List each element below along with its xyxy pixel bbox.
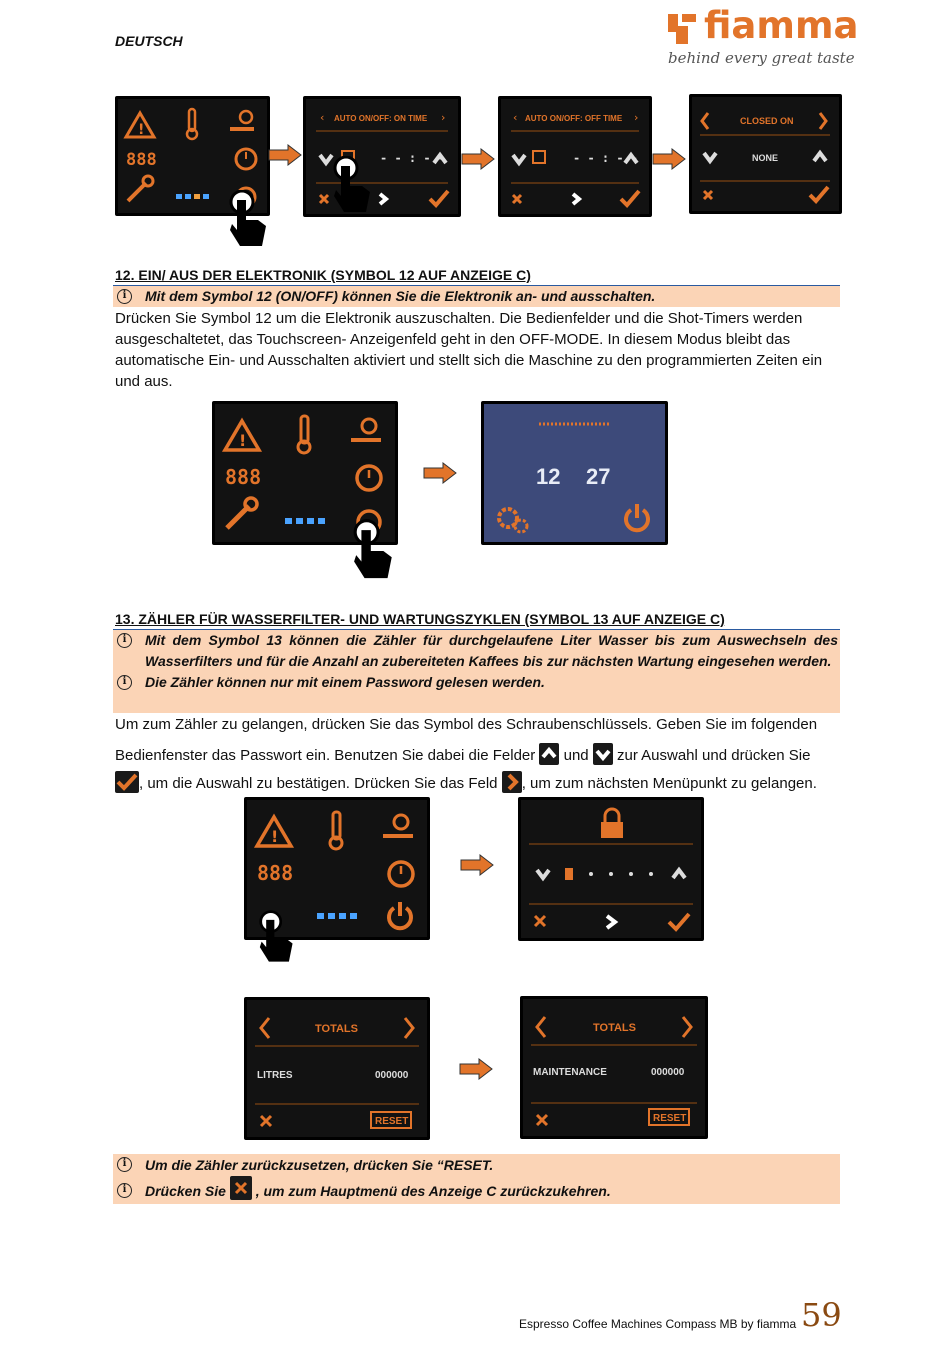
- info-icon: i: [117, 289, 132, 304]
- arrow-right-icon: [268, 144, 302, 166]
- totals-maintenance-screen: [520, 996, 708, 1139]
- body-text: und: [563, 747, 589, 764]
- info-text: Die Zähler können nur mit einem Password gelesen werden.: [145, 674, 545, 690]
- info-box-reset: [113, 1154, 840, 1204]
- info-icon: i: [117, 1157, 132, 1172]
- info-text: , um zum Hauptmenü des Anzeige C zurückzukehren.: [255, 1183, 611, 1199]
- arrow-right-icon: [460, 854, 494, 876]
- section-12-heading: 12. EIN/ AUS DER ELEKTRONIK (SYMBOL 12 AUF ANZEIGE C): [115, 267, 531, 283]
- time-value: - - : - -: [573, 151, 639, 165]
- section-13-body: [115, 714, 850, 798]
- section-12-body: Drücken Sie Symbol 12 um die Elektronik auszuschalten. Die Bedienfelder und die Shot-Timers werden ausgeschaltetet, das Touchscreen- Anzeigenfeld geht in den OFF-MODE. In diesem Modus bleibt das automatische Ein- und Ausschalten aktiviert und stellt sich die Maschine zu den programmierten Zeiten ein und aus.: [115, 310, 823, 390]
- info-icon: i: [117, 675, 132, 690]
- info-row: [113, 672, 840, 693]
- svg-text:!: !: [138, 122, 145, 138]
- digit-display: 888: [257, 861, 294, 885]
- litres-label: LITRES: [257, 1070, 293, 1081]
- section-13-heading: 13. ZÄHLER FÜR WASSERFILTER- UND WARTUNGSZYKLEN (SYMBOL 13 AUF ANZEIGE C): [115, 611, 725, 627]
- info-row: [113, 1176, 840, 1205]
- footer-text: Espresso Coffee Machines Compass MB by fiamma: [519, 1317, 797, 1331]
- logo-word: fiamma: [704, 4, 859, 47]
- time-value: - - : - -: [380, 151, 446, 165]
- info-box-13: [113, 630, 840, 713]
- arrow-right-icon: [461, 148, 495, 170]
- auto-off-time-screen: [498, 96, 652, 217]
- litres-value: 000000: [375, 1070, 409, 1081]
- screen-title: AUTO ON/OFF: ON TIME: [334, 114, 428, 123]
- svg-text:‹: ‹: [320, 111, 325, 124]
- info-row: [113, 1154, 840, 1176]
- digit-display: 888: [225, 465, 262, 489]
- logo-tagline: behind every great taste: [668, 49, 855, 67]
- svg-text:‹: ‹: [513, 111, 518, 124]
- info-text: Mit dem Symbol 12 (ON/OFF) können Sie die Elektronik an- und ausschalten.: [145, 288, 656, 304]
- closed-on-screen: [689, 94, 842, 214]
- info-text: Mit dem Symbol 13 können die Zähler für durchgelaufene Liter Wasser bis zum Auswechseln des Wasserfilters und für die Anzahl an zubereiteten Kaffees bis zur nächsten Wartung eingesehen werden.: [145, 632, 838, 669]
- off-hours: 12: [536, 464, 561, 489]
- off-minutes: 27: [586, 464, 611, 489]
- totals-litres-screen: [244, 997, 430, 1140]
- pointing-hand-icon: [352, 515, 398, 587]
- body-text: Bedienfenster das Passwort ein. Benutzen Sie dabei die Felder: [115, 747, 536, 764]
- svg-text:›: ›: [634, 111, 639, 124]
- screen-title: CLOSED ON: [740, 116, 794, 126]
- svg-text:›: ›: [441, 111, 446, 124]
- maintenance-value: 000000: [651, 1067, 685, 1078]
- language-label: DEUTSCH: [115, 33, 183, 49]
- digit-display: 888: [126, 150, 157, 170]
- next-arrow-icon: [502, 771, 522, 793]
- off-mode-screen: [481, 401, 668, 545]
- fiamma-logo: [664, 4, 859, 72]
- arrow-right-icon: [423, 462, 457, 484]
- down-arrow-icon: [593, 743, 613, 765]
- screen-title: AUTO ON/OFF: OFF TIME: [525, 114, 623, 123]
- body-line: [115, 770, 850, 798]
- info-box-12: [113, 286, 840, 307]
- info-icon: i: [117, 1183, 132, 1198]
- up-arrow-icon: [539, 743, 559, 765]
- arrow-right-icon: [652, 148, 686, 170]
- closed-on-value: NONE: [752, 153, 779, 163]
- body-text: , um die Auswahl zu bestätigen. Drücken Sie das Feld: [139, 775, 498, 792]
- reset-label: RESET: [653, 1113, 687, 1124]
- info-row: [113, 286, 840, 307]
- pointing-hand-icon: [258, 908, 298, 968]
- close-x-icon: [230, 1176, 252, 1200]
- checkmark-icon: [115, 771, 139, 793]
- password-screen: [518, 797, 704, 941]
- maintenance-label: MAINTENANCE: [533, 1067, 607, 1078]
- reset-label: RESET: [375, 1116, 409, 1127]
- page-number: 59: [801, 1296, 842, 1334]
- body-text: , um zum nächsten Menüpunkt zu gelangen.: [521, 775, 817, 792]
- pointing-hand-icon: [332, 156, 376, 216]
- svg-text:!: !: [239, 431, 247, 450]
- auto-on-time-screen: [303, 96, 461, 217]
- svg-text:!: !: [271, 827, 279, 846]
- body-line: Um zum Zähler zu gelangen, drücken Sie das Symbol des Schraubenschlüssels. Geben Sie im folgenden: [115, 716, 818, 733]
- info-text: Drücken Sie: [145, 1183, 226, 1199]
- totals-title: TOTALS: [315, 1023, 358, 1035]
- body-text: zur Auswahl und drücken Sie: [616, 747, 811, 764]
- info-row: [113, 630, 840, 672]
- totals-title: TOTALS: [593, 1022, 636, 1034]
- info-text: Um die Zähler zurückzusetzen, drücken Sie “RESET.: [145, 1157, 494, 1173]
- fiamma-logo-mark-icon: [666, 12, 698, 46]
- body-line: [115, 742, 850, 770]
- pointing-hand-icon: [228, 190, 272, 250]
- arrow-right-icon: [459, 1058, 493, 1080]
- info-icon: i: [117, 633, 132, 648]
